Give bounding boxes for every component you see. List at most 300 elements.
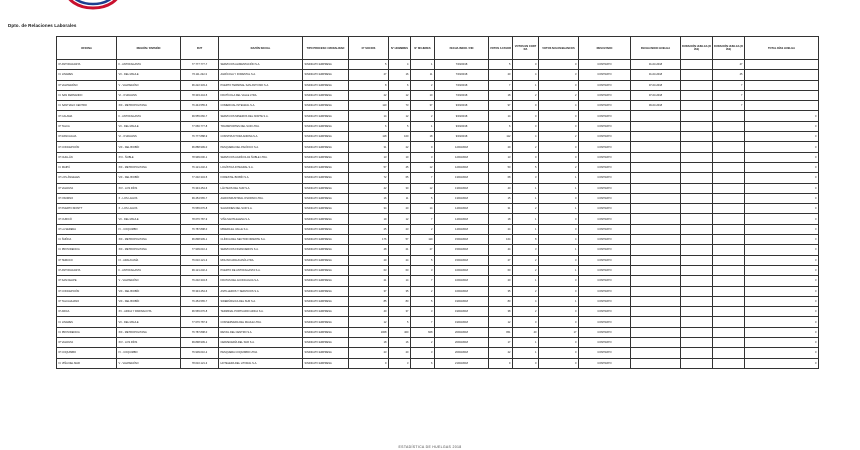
- table-cell: IP ANTOFAGASTA: [57, 60, 117, 70]
- table-cell: 21: [389, 245, 411, 255]
- table-cell: VII - DEL MAULE: [117, 214, 181, 224]
- table-cell: [745, 60, 819, 70]
- table-cell: SINDICATO EMPRESA: [303, 70, 349, 80]
- table-cell: IC SAN FERNANDO: [57, 90, 117, 100]
- table-cell: 76.444.555-6: [181, 101, 219, 111]
- table-cell: 40: [513, 327, 539, 337]
- table-cell: VIII - DEL BIOBÍO: [117, 286, 181, 296]
- table-cell: [631, 142, 681, 152]
- table-cell: CONTRATO: [579, 132, 631, 142]
- table-cell: 19/03/2018: [435, 317, 489, 327]
- table-cell: [713, 173, 745, 183]
- table-cell: 0: [745, 193, 819, 203]
- table-cell: 29: [349, 255, 389, 265]
- table-cell: VI - O'HIGGINS: [117, 132, 181, 142]
- table-cell: V - VALPARAÍSO: [117, 358, 181, 368]
- table-cell: COMERCIAL INTEGRAL S.A.: [219, 101, 303, 111]
- table-cell: ASTILLEROS Y SERVICIOS S.A.: [219, 286, 303, 296]
- table-cell: 9/03/2018: [435, 101, 489, 111]
- table-cell: 1: [513, 193, 539, 203]
- table-row: [57, 60, 819, 70]
- table-cell: 14/03/2018: [435, 204, 489, 214]
- table-cell: [681, 60, 713, 70]
- table-cell: 0: [745, 224, 819, 234]
- table-cell: SINDICATO EMPRESA: [303, 183, 349, 193]
- table-cell: IC PROVIDENCIA: [57, 327, 117, 337]
- table-cell: [713, 183, 745, 193]
- table-cell: 2: [539, 90, 579, 100]
- table-cell: 3: [411, 307, 435, 317]
- table-cell: [681, 214, 713, 224]
- table-cell: 2: [513, 265, 539, 275]
- table-cell: [713, 276, 745, 286]
- table-cell: 7: [411, 214, 435, 224]
- table-cell: [681, 90, 713, 100]
- table-cell: 01-03-2018: [631, 70, 681, 80]
- table-cell: SERVICIOS MINEROS DEL NORTE S.A.: [219, 111, 303, 121]
- table-cell: [681, 193, 713, 203]
- column-header: DURACIÓN HUELGA (DÍAS): [713, 37, 745, 60]
- table-cell: SINDICATO EMPRESA: [303, 60, 349, 70]
- table-cell: 30: [389, 183, 411, 193]
- table-cell: CONTRATO: [579, 265, 631, 275]
- table-cell: 4: [513, 296, 539, 306]
- table-cell: SINDICATO EMPRESA: [303, 307, 349, 317]
- table-cell: 44: [489, 245, 513, 255]
- table-cell: 0: [539, 224, 579, 234]
- table-cell: [713, 235, 745, 245]
- table-cell: 100: [389, 132, 411, 142]
- table-cell: 37: [411, 101, 435, 111]
- table-row: [57, 193, 819, 203]
- table-row: [57, 173, 819, 183]
- table-cell: 24: [389, 255, 411, 265]
- table-cell: [681, 327, 713, 337]
- table-cell: 19/03/2018: [435, 296, 489, 306]
- table-cell: CONTRATO: [579, 152, 631, 162]
- table-cell: 0: [539, 214, 579, 224]
- table-cell: [631, 235, 681, 245]
- table-cell: IP COQUIMBO: [57, 348, 117, 358]
- table-cell: XVI - ÑUBLE: [117, 152, 181, 162]
- table-cell: 13/03/2018: [435, 173, 489, 183]
- table-cell: IC LINARES: [57, 317, 117, 327]
- table-cell: 3: [411, 152, 435, 162]
- table-cell: 7: [411, 317, 435, 327]
- table-cell: 7: [411, 276, 435, 286]
- table-cell: 18: [411, 132, 435, 142]
- table-cell: 09-03-2018: [631, 101, 681, 111]
- table-cell: 07-03-2018: [631, 80, 681, 90]
- table-cell: 76.343.454-6: [181, 183, 219, 193]
- table-cell: 5: [411, 193, 435, 203]
- table-cell: 17: [539, 327, 579, 337]
- column-header: RUT: [181, 37, 219, 60]
- table-cell: CONTRATO: [579, 162, 631, 172]
- table-cell: 16: [349, 193, 389, 203]
- table-cell: 1: [513, 276, 539, 286]
- table-cell: SINDICATO EMPRESA: [303, 101, 349, 111]
- table-cell: V - VALPARAÍSO: [117, 80, 181, 90]
- table-cell: 118: [349, 132, 389, 142]
- table-cell: 77.676.787-9: [181, 317, 219, 327]
- table-cell: 72: [349, 173, 389, 183]
- table-cell: VI - O'HIGGINS: [117, 90, 181, 100]
- table-cell: 13/03/2018: [435, 183, 489, 193]
- table-cell: SINDICATO EMPRESA: [303, 132, 349, 142]
- table-cell: 6: [349, 121, 389, 131]
- table-cell: [681, 265, 713, 275]
- table-cell: [713, 286, 745, 296]
- table-cell: 12: [389, 214, 411, 224]
- table-cell: [681, 338, 713, 348]
- table-cell: XIII - METROPOLITANA: [117, 327, 181, 337]
- table-cell: 0: [745, 307, 819, 317]
- table-cell: 0: [745, 142, 819, 152]
- table-cell: XIII - METROPOLITANA: [117, 245, 181, 255]
- table-cell: 77.777.777-7: [181, 60, 219, 70]
- table-cell: 1: [411, 121, 435, 131]
- table-cell: [631, 132, 681, 142]
- table-cell: 16/03/2018: [435, 286, 489, 296]
- table-cell: SINDICATO EMPRESA: [303, 152, 349, 162]
- table-cell: XIII - METROPOLITANA: [117, 162, 181, 172]
- table-cell: 1: [539, 204, 579, 214]
- table-cell: IP ARICA: [57, 307, 117, 317]
- table-cell: CONTRATO: [579, 80, 631, 90]
- table-cell: 17: [489, 338, 513, 348]
- table-cell: 2: [513, 90, 539, 100]
- table-cell: IP RANCAGUA: [57, 132, 117, 142]
- table-cell: 31: [489, 204, 513, 214]
- table-row: [57, 358, 819, 368]
- table-cell: [713, 214, 745, 224]
- table-cell: 6: [389, 80, 411, 90]
- table-cell: 7: [411, 173, 435, 183]
- table-cell: [681, 80, 713, 90]
- table-cell: [631, 162, 681, 172]
- table-cell: CONTRATO: [579, 245, 631, 255]
- table-cell: 3: [389, 358, 411, 368]
- table-cell: [681, 162, 713, 172]
- table-cell: 37: [349, 286, 389, 296]
- table-cell: 0: [539, 338, 579, 348]
- table-cell: 76.232.343-5: [181, 276, 219, 286]
- table-cell: 76.909.010-2: [181, 348, 219, 358]
- table-cell: 96.222.333-4: [181, 80, 219, 90]
- table-cell: 8: [513, 235, 539, 245]
- table-cell: 4: [389, 60, 411, 70]
- table-cell: 22: [489, 348, 513, 358]
- table-cell: 96.565.676-8: [181, 307, 219, 317]
- table-row: [57, 296, 819, 306]
- table-cell: PESQUERA COQUIMBO LTDA.: [219, 348, 303, 358]
- table-header-row: [57, 37, 819, 60]
- table-cell: CONSERVERA DEL MAULE LTDA.: [219, 317, 303, 327]
- department-label: Dpto. de Relaciones Laborales: [8, 23, 77, 28]
- table-row: [57, 317, 819, 327]
- table-cell: 1: [539, 265, 579, 275]
- table-cell: 34: [349, 204, 389, 214]
- table-cell: 20/03/2018: [435, 338, 489, 348]
- table-row: [57, 142, 819, 152]
- table-cell: 4: [539, 101, 579, 111]
- table-cell: SINDICATO EMPRESA: [303, 338, 349, 348]
- table-cell: FORESTAL BIOBÍO S.A.: [219, 173, 303, 183]
- table-cell: XIV - LOS RÍOS: [117, 338, 181, 348]
- table-cell: 35: [489, 286, 513, 296]
- table-cell: 15/03/2018: [435, 245, 489, 255]
- table-cell: 27: [489, 255, 513, 265]
- table-cell: VII - DEL MAULE: [117, 317, 181, 327]
- table-cell: 0: [745, 296, 819, 306]
- table-cell: [713, 132, 745, 142]
- table-cell: 0: [539, 307, 579, 317]
- table-cell: 1: [513, 338, 539, 348]
- table-cell: [681, 70, 713, 80]
- table-cell: 0: [539, 255, 579, 265]
- table-cell: 5: [489, 60, 513, 70]
- table-cell: 2: [513, 255, 539, 265]
- table-cell: 77.232.343-5: [181, 173, 219, 183]
- table-cell: [681, 276, 713, 286]
- table-cell: PUERTO DE ANTOFAGASTA S.A.: [219, 265, 303, 275]
- table-cell: [631, 317, 681, 327]
- table-cell: 0: [539, 276, 579, 286]
- table-cell: 42: [349, 183, 389, 193]
- table-cell: 0: [745, 358, 819, 368]
- table-cell: SINDICATO EMPRESA: [303, 348, 349, 358]
- column-header: RESULTADO: [579, 37, 631, 60]
- table-cell: [681, 235, 713, 245]
- logo-emblem: [62, 0, 124, 16]
- table-cell: IP VALPARAÍSO: [57, 80, 117, 90]
- table-cell: 12/03/2018: [435, 142, 489, 152]
- table-cell: 12: [411, 162, 435, 172]
- column-header: REGIÓN / DIVISIÓN: [117, 37, 181, 60]
- strikes-table: [56, 36, 819, 369]
- column-header: RAZÓN SOCIAL: [219, 37, 303, 60]
- table-cell: 76.454.565-7: [181, 296, 219, 306]
- table-cell: 0: [745, 265, 819, 275]
- table-cell: 76.777.888-9: [181, 132, 219, 142]
- table-cell: 27: [411, 245, 435, 255]
- table-cell: 7/03/2018: [435, 90, 489, 100]
- table-cell: [631, 307, 681, 317]
- table-cell: 20: [389, 348, 411, 358]
- table-cell: 112: [489, 132, 513, 142]
- table-cell: 1: [411, 60, 435, 70]
- table-cell: [631, 204, 681, 214]
- table-cell: [713, 358, 745, 368]
- table-cell: IP PUERTO MONTT: [57, 204, 117, 214]
- table-cell: 07-03-2018: [631, 90, 681, 100]
- table-cell: 2: [513, 204, 539, 214]
- table-cell: 14/03/2018: [435, 214, 489, 224]
- table-cell: XIII - METROPOLITANA: [117, 101, 181, 111]
- table-cell: 20: [489, 70, 513, 80]
- column-header: TIPO PROCESO / MODALIDAD: [303, 37, 349, 60]
- table-cell: 0: [745, 245, 819, 255]
- table-cell: [713, 327, 745, 337]
- table-cell: IC MAIPÚ: [57, 162, 117, 172]
- table-cell: 47: [713, 60, 745, 70]
- table-cell: 0: [745, 132, 819, 142]
- table-cell: 63: [349, 265, 389, 275]
- table-cell: 78.999.000-1: [181, 152, 219, 162]
- table-cell: 9/03/2018: [435, 121, 489, 131]
- table-cell: [631, 193, 681, 203]
- table-cell: CONTRATO: [579, 142, 631, 152]
- table-cell: CONTRATO: [579, 358, 631, 368]
- table-cell: [681, 224, 713, 234]
- table-cell: 11: [389, 193, 411, 203]
- table-cell: SINDICATO EMPRESA: [303, 255, 349, 265]
- table-row: [57, 162, 819, 172]
- table-cell: IP VALDIVIA: [57, 338, 117, 348]
- table-cell: 99.898.909-1: [181, 338, 219, 348]
- table-cell: TRANSPORTES DEL SUR LTDA.: [219, 121, 303, 131]
- column-header: OFICINA: [57, 37, 117, 60]
- table-cell: 1: [539, 296, 579, 306]
- table-cell: 57: [349, 162, 389, 172]
- table-cell: CONTRATO: [579, 204, 631, 214]
- table-cell: 15/03/2018: [435, 255, 489, 265]
- table-cell: [681, 245, 713, 255]
- table-cell: CONTRATO: [579, 111, 631, 121]
- table-cell: 45: [389, 162, 411, 172]
- table-cell: 164: [489, 235, 513, 245]
- column-header: TOTAL DÍAS HUELGA: [745, 37, 819, 60]
- table-cell: 12: [389, 90, 411, 100]
- table-cell: 5: [389, 317, 411, 327]
- table-cell: IP CHILLÁN: [57, 152, 117, 162]
- table-cell: CONTRATO: [579, 121, 631, 131]
- table-cell: IP ANTOFAGASTA: [57, 265, 117, 275]
- table-row: [57, 235, 819, 245]
- logo: [62, 0, 124, 16]
- table-cell: 7/03/2018: [435, 70, 489, 80]
- table-cell: SALMONES DEL SUR S.A.: [219, 204, 303, 214]
- table-cell: CONTRATO: [579, 296, 631, 306]
- table-cell: MOLINO ARAUCANÍA LTDA.: [219, 255, 303, 265]
- table-cell: [713, 162, 745, 172]
- column-header: DURACIÓN HUELGA (DÍAS): [681, 37, 713, 60]
- table-cell: SINDICATO EMPRESA: [303, 265, 349, 275]
- column-header: FECHA INICIO HUELGA: [631, 37, 681, 60]
- table-row: [57, 255, 819, 265]
- table-cell: CONTRATO: [579, 224, 631, 234]
- table-cell: IP CONCEPCIÓN: [57, 142, 117, 152]
- table-cell: [713, 193, 745, 203]
- table-cell: 18: [489, 214, 513, 224]
- table-cell: [681, 204, 713, 214]
- table-cell: 20: [389, 204, 411, 214]
- table-cell: PESQUERA DEL PACÍFICO S.A.: [219, 142, 303, 152]
- table-body: [57, 60, 819, 369]
- table-cell: 0: [539, 286, 579, 296]
- table-cell: 7: [713, 80, 745, 90]
- table-cell: 10: [389, 152, 411, 162]
- table-cell: 40: [349, 307, 389, 317]
- table-cell: 6: [411, 358, 435, 368]
- table-cell: 38: [489, 307, 513, 317]
- table-cell: 2: [411, 338, 435, 348]
- table-cell: 0: [745, 255, 819, 265]
- table-cell: 608: [411, 327, 435, 337]
- table-cell: [681, 296, 713, 306]
- table-cell: 0: [539, 80, 579, 90]
- table-cell: [631, 286, 681, 296]
- table-row: [57, 80, 819, 90]
- table-cell: 78.010.121-3: [181, 358, 219, 368]
- table-cell: 50: [489, 162, 513, 172]
- table-cell: 15: [489, 193, 513, 203]
- table-cell: 14: [389, 276, 411, 286]
- table-cell: 1: [539, 183, 579, 193]
- table-cell: 4: [513, 132, 539, 142]
- table-row: [57, 224, 819, 234]
- table-cell: SINDICATO EMPRESA: [303, 358, 349, 368]
- table-cell: VIII - DEL BIOBÍO: [117, 296, 181, 306]
- table-cell: CONTRATO: [579, 214, 631, 224]
- table-cell: IP TALCA: [57, 121, 117, 131]
- table-row: [57, 121, 819, 131]
- table-cell: 1: [513, 183, 539, 193]
- table-cell: [681, 152, 713, 162]
- table-cell: VIII - DEL BIOBÍO: [117, 142, 181, 152]
- table-cell: [713, 121, 745, 131]
- table-cell: 12: [349, 317, 389, 327]
- table-cell: 9: [349, 358, 389, 368]
- table-cell: IP SAN FELIPE: [57, 276, 117, 286]
- table-cell: 119: [411, 235, 435, 245]
- table-cell: SINDICATO EMPRESA: [303, 121, 349, 131]
- table-cell: FRUTÍCOLA DEL VALLE LTDA.: [219, 90, 303, 100]
- table-cell: 9: [489, 358, 513, 368]
- table-cell: IV - COQUIMBO: [117, 348, 181, 358]
- table-cell: CONTRATO: [579, 327, 631, 337]
- table-cell: 48: [349, 245, 389, 255]
- table-cell: 14: [349, 111, 389, 121]
- table-cell: SINDICATO EMPRESA: [303, 214, 349, 224]
- table-cell: 1008: [349, 327, 389, 337]
- table-cell: [713, 348, 745, 358]
- table-cell: XV - ARICA Y PARINACOTA: [117, 307, 181, 317]
- table-cell: LOGÍSTICA INTEGRAL S.A.: [219, 162, 303, 172]
- table-cell: SERVICIOS FINANCIEROS S.A.: [219, 245, 303, 255]
- table-cell: 27: [349, 70, 389, 80]
- table-cell: IC LINARES: [57, 70, 117, 80]
- table-cell: RETAIL DEL CENTRO S.A.: [219, 327, 303, 337]
- table-cell: IP OSORNO: [57, 193, 117, 203]
- table-cell: 10: [411, 90, 435, 100]
- table-cell: TERMINAL PORTUARIO ARICA S.A.: [219, 307, 303, 317]
- table-cell: 2: [411, 286, 435, 296]
- table-cell: SERVICIOS ALIMENTACIÓN S.A.: [219, 60, 303, 70]
- table-cell: SINDICATO EMPRESA: [303, 317, 349, 327]
- table-cell: 40: [489, 183, 513, 193]
- table-cell: 18: [489, 90, 513, 100]
- table-cell: 3: [411, 265, 435, 275]
- table-cell: [713, 265, 745, 275]
- table-cell: SINDICATO EMPRESA: [303, 173, 349, 183]
- table-cell: CONTRATO: [579, 235, 631, 245]
- table-cell: [631, 276, 681, 286]
- table-cell: SINDICATO EMPRESA: [303, 245, 349, 255]
- table-cell: CONTRATO: [579, 183, 631, 193]
- table-cell: 76.111.222-3: [181, 70, 219, 80]
